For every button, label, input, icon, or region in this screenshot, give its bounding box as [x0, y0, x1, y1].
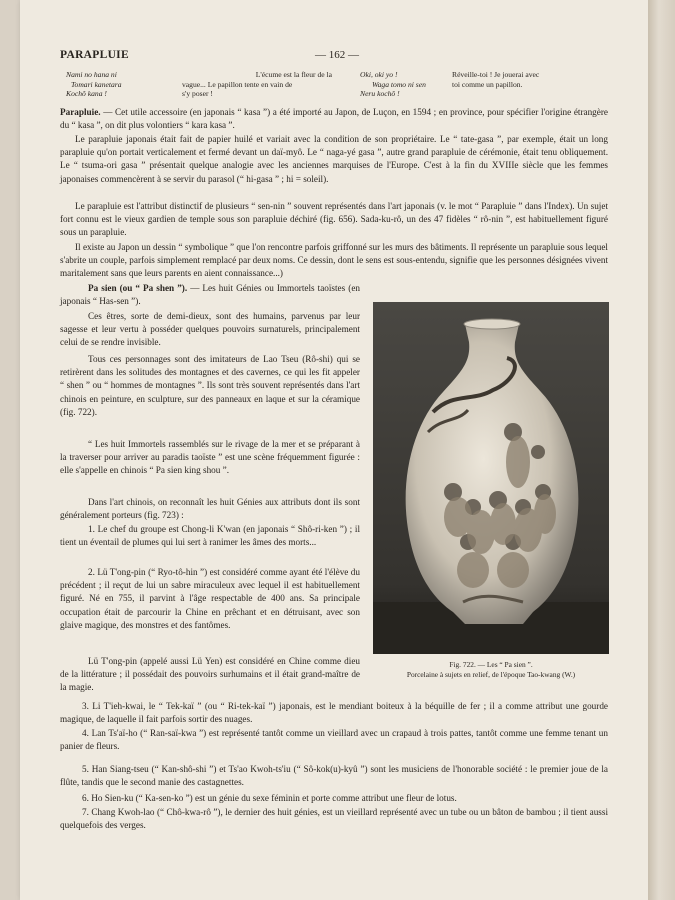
poem-line: toi comme un papillon. [452, 79, 523, 89]
poem-line: L'écume est la fleur de la [255, 70, 332, 79]
list-item-3: 3. Li T'ieh-kwai, le “ Tek-kaï ” (ou “ Ri-tek-kaï ”) japonais, est le mendiant boiteux à la béquille de fer ; il a comme attribut une gourde magique, de laquelle il fait parfois sortir des nuages. [60, 701, 608, 725]
list-item-7: 7. Chang Kwoh-lao (“ Chô-kwa-rô ”), le dernier des huit génies, est un vieillard représenté avec un tube ou un bâton de bambou ; il tient aussi quelquefois des verges. [60, 807, 608, 831]
next-page-edge [648, 0, 675, 900]
page-number: — 162 — [315, 49, 359, 61]
poem-left-french [182, 70, 332, 99]
paragraph-text: — Les huit Génies ou Immortels taoïstes (en japonais “ Has-sen ”). [60, 283, 360, 307]
poem-line: s'y poser ! [182, 89, 213, 99]
entry-heading-pa-sien: Pa sien (ou “ Pa shen ”). [88, 283, 188, 293]
list-item-4: 4. Lan Ts'aï-ho (“ Ran-saï-kwa ”) est représenté tantôt comme un vieillard avec un crapaud à trois pattes, tantôt comme une femme tenant un panier de fleurs. [60, 728, 608, 752]
running-title: PARAPLUIE [60, 49, 129, 61]
list-item-2: 2. Lü T'ong-pin (“ Ryo-tô-hin ”) est considéré comme ayant été l'élève du précédent ; il reçut de lui un sabre miraculeux avec lequel il est habituellement figuré. Né en 755, il parvint à l'âge respectable de 400 ans. Sa principale occupation était de parcourir la Chine en prêchant et en détruisant, avec son glaive magique, des monstres et des fantômes. [60, 567, 360, 630]
paragraph: Le parapluie japonais était fait de papier huilé et variait avec la condition de son propriétaire. Le “ tate-gasa ”, par exemple, était un long parapluie qu'on portait verticalement et fermé devant un daï-myô. Le “ naga-yé gasa ”, autre grand parapluie de cérémonie, était tenu obliquement. Le “ tsuma-ori gasa ” présentait quelque analogie avec les anciennes marquises de l'Europe. C'est à la fin du XVIIIe siècle que les femmes japonaises commencèrent à se servir du parasol (“ hi-gasa ” ; hi = soleil). [60, 134, 608, 184]
paragraph: Le parapluie est l'attribut distinctif de plusieurs “ sen-nin ” souvent représentés dans l'art japonais (v. le mot “ Parapluie ” dans l'Index). Un sujet fort connu est le vieux gardien de temple sous son parapluie déchiré (fig. 656). Sada-ku-rô, un des 47 fidèles “ rô-nin ”, est habituellement figuré sous un parapluie. [60, 201, 608, 238]
entry-heading-parapluie: Parapluie. [60, 107, 101, 117]
poem-line: Nami no hana ni [66, 70, 117, 79]
poem-left-romaji [66, 70, 136, 99]
paragraph: Il existe au Japon un dessin “ symbolique ” que l'on rencontre parfois griffonné sur les murs des bâtiments. Il représente un parapluie sous lequel s'abrite un couple, parfois simplement remplacé par deux noms. Ce dessin, dont le sens est sous-entendu, signifie que les personnes désignées vivent maritalement sans que leurs parents en aient connaissance...) [60, 242, 608, 279]
list-item-5: 5. Han Siang-tseu (“ Kan-shô-shi ”) et Ts'ao Kwoh-ts'iu (“ Sô-kok(u)-kyû ”) sont les musiciens de l'honorable société : le premier joue de la flûte, tandis que le second manie des castagnettes. [60, 764, 608, 788]
poem-line: Neru kochô ! [360, 89, 400, 99]
poem-right-romaji [360, 70, 430, 99]
poem-line: Oki, oki yo ! [360, 70, 398, 79]
poem-line: vague... Le papillon tente en vain de [182, 79, 293, 89]
poem-line: Tomari kanetara [71, 79, 122, 89]
paragraph: Lü T'ong-pin (appelé aussi Lü Yen) est considéré en Chine comme dieu de la littérature ; il possédait des pouvoirs surhumains et il était grand-maître de la magie. [60, 656, 360, 693]
poem-line: Kochô kana ! [66, 89, 107, 99]
caption-line: Fig. 722. — Les “ Pa sien ”. [449, 660, 533, 669]
paragraph: Ces êtres, sorte de demi-dieux, sont des humains, parvenus par leur sagesse et leur vertu à posséder quelques pouvoirs surnaturels, principalement celui de se rendre invisible. [60, 311, 360, 348]
poem-line: Waga tomo ni sen [372, 79, 426, 89]
paragraph-text: — Cet utile accessoire (en japonais “ kasa ”) a été importé au Japon, de Luçon, en 1594 ; en province, pour spécifier l'origine étrangère du “ kasa ”, on dit plus volontiers “ kara kasa ”. [60, 107, 608, 131]
poem-line: Réveille-toi ! Je jouerai avec [452, 70, 540, 79]
figure-caption [373, 660, 609, 680]
paragraph: Tous ces personnages sont des imitateurs de Lao Tseu (Rô-shi) qui se retirèrent dans les solitudes des montagnes et des cavernes, ce qui les fit appeler “ shen ” ou “ hommes de montagnes ”. Ils sont très souvent représentés dans l'art chinois en peinture, en sculpture, sur des panneaux en laque et sur la céramique (fig. 722). [60, 354, 360, 417]
list-item-1: 1. Le chef du groupe est Chong-li K'wan (en japonais “ Shô-ri-ken ”) ; il tient un éventail de plumes qui lui sert à ranimer les âmes des morts... [60, 524, 360, 548]
paragraph: “ Les huit Immortels rassemblés sur le rivage de la mer et se préparant à la traverser pour arriver au paradis taoïste ” est une scène fréquemment figurée : elle s'appelle en chinois “ Pa sien king shou ”. [60, 439, 360, 476]
list-item-6: 6. Ho Sien-ku (“ Ka-sen-ko ”) est un génie du sexe féminin et porte comme attribut une fleur de lotus. [82, 793, 457, 803]
paragraph-parapluie-intro [60, 106, 608, 132]
paragraph: Dans l'art chinois, on reconnaît les huit Génies aux attributs dont ils sont généralement porteurs (fig. 723) : [60, 497, 360, 521]
caption-line: Porcelaine à sujets en relief, de l'époque Tao-kwang (W.) [406, 670, 576, 679]
paragraph-pa-sien-intro [60, 282, 360, 308]
vase-photograph [373, 302, 609, 654]
poem-right-french [452, 70, 602, 89]
